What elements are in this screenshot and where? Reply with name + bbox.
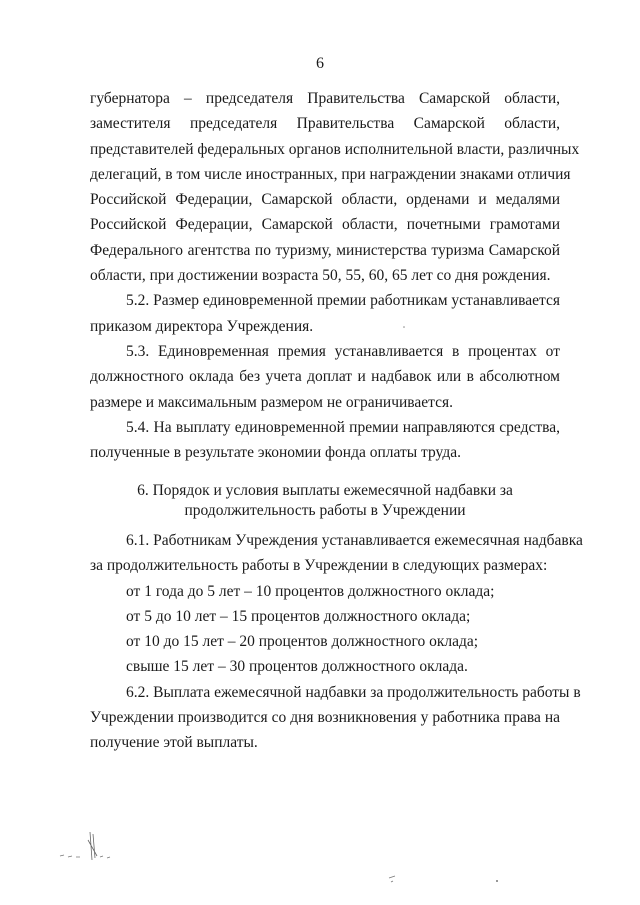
body-text bbox=[90, 86, 580, 465]
clause-5-3 bbox=[90, 339, 560, 415]
text-line: Учреждении производится со дня возникновения у работника права на bbox=[90, 709, 560, 727]
text-line: должностного оклада без учета доплат и надбавок или в абсолютном bbox=[90, 368, 560, 386]
text-line: губернатора – председателя Правительства Самарской области, bbox=[90, 90, 560, 107]
section-6-body bbox=[90, 528, 583, 756]
scan-mark bbox=[385, 872, 405, 886]
scan-mark bbox=[55, 830, 125, 870]
list-item: свыше 15 лет – 30 процентов должностного оклада. bbox=[126, 658, 468, 676]
text-line: представителей федеральных органов исполнительной власти, различных bbox=[90, 140, 580, 158]
text-line: 6.2. Выплата ежемесячной надбавки за продолжительность работы в bbox=[126, 683, 581, 701]
clause-5-4 bbox=[90, 415, 560, 466]
text-line: приказом директора Учреждения. bbox=[90, 317, 314, 335]
clause-6-2 bbox=[90, 680, 581, 756]
text-line: заместителя председателя Правительства Самарской области, bbox=[90, 115, 560, 133]
clause-6-1 bbox=[90, 528, 583, 680]
scan-mark bbox=[400, 323, 408, 331]
list-item: от 1 года до 5 лет – 10 процентов должностного оклада; bbox=[126, 582, 495, 600]
text-line: Федерального агентства по туризму, министерства туризма Самарской bbox=[90, 241, 560, 259]
scan-mark bbox=[492, 876, 502, 886]
page-number: 6 bbox=[316, 55, 324, 72]
intro-paragraph bbox=[90, 86, 580, 288]
text-line: Российской Федерации, Самарской области, почетными грамотами bbox=[90, 216, 560, 234]
heading-line: продолжительность работы в Учреждении bbox=[184, 502, 466, 519]
list-item: от 10 до 15 лет – 20 процентов должностного оклада; bbox=[126, 633, 479, 651]
heading-line: 6. Порядок и условия выплаты ежемесячной надбавки за bbox=[137, 482, 513, 499]
list-item: от 5 до 10 лет – 15 процентов должностного оклада; bbox=[126, 607, 471, 625]
text-line: Российской Федерации, Самарской области, орденами и медалями bbox=[90, 191, 560, 209]
text-line: за продолжительность работы в Учреждении в следующих размерах: bbox=[90, 557, 548, 575]
text-line: 5.3. Единовременная премия устанавливается в процентах от bbox=[126, 342, 560, 360]
clause-5-2 bbox=[90, 288, 560, 339]
text-line: области, при достижении возраста 50, 55, 60, 65 лет со дня рождения. bbox=[90, 267, 551, 285]
text-line: размере и максимальным размером не ограничивается. bbox=[90, 393, 454, 411]
text-line: полученные в результате экономии фонда оплаты труда. bbox=[90, 444, 461, 462]
text-line: 6.1. Работникам Учреждения устанавливается ежемесячная надбавка bbox=[126, 532, 583, 549]
text-line: делегаций, в том числе иностранных, при награждении знаками отличия bbox=[90, 165, 571, 183]
text-line: 5.4. На выплату единовременной премии направляются средства, bbox=[126, 418, 560, 436]
text-line: получение этой выплаты. bbox=[90, 734, 258, 752]
text-line: 5.2. Размер единовременной премии работникам устанавливается bbox=[126, 292, 561, 310]
section-6-heading bbox=[90, 481, 560, 521]
